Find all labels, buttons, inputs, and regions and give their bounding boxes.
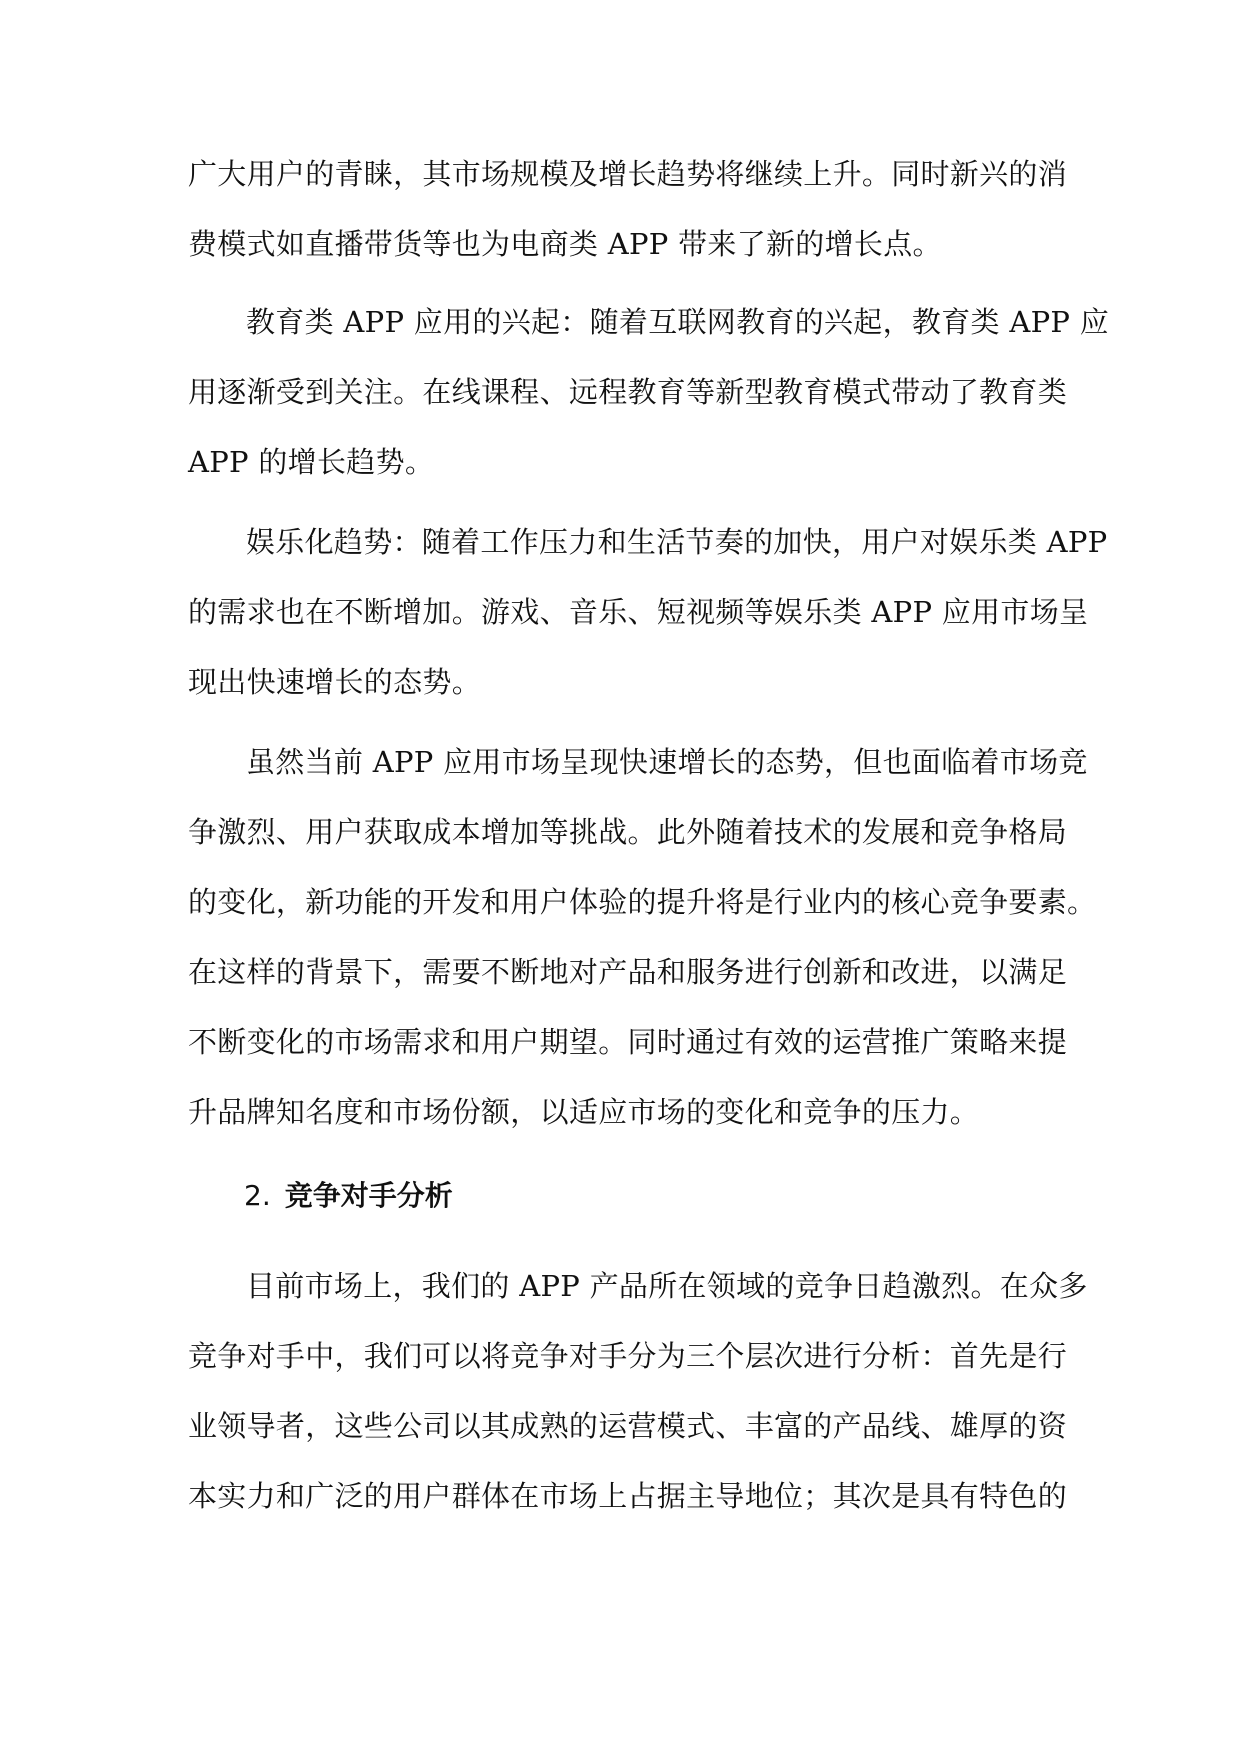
- paragraph-line: 娱乐化趋势：随着工作压力和生活节奏的加快，用户对娱乐类 APP: [246, 525, 1108, 559]
- paragraph-line: 的变化，新功能的开发和用户体验的提升将是行业内的核心竞争要素。: [188, 885, 1097, 919]
- paragraph-line: 本实力和广泛的用户群体在市场上占据主导地位；其次是具有特色的: [188, 1479, 1068, 1513]
- paragraph-line: 现出快速增长的态势。: [188, 665, 482, 699]
- section-heading: [244, 1172, 844, 1220]
- paragraph-line: 目前市场上，我们的 APP 产品所在领域的竞争日趋激烈。在众多: [246, 1269, 1088, 1303]
- paragraph-line: APP 的增长趋势。: [188, 445, 435, 479]
- paragraph-line: 业领导者，这些公司以其成熟的运营模式、丰富的产品线、雄厚的资: [188, 1409, 1068, 1443]
- paragraph-line: 广大用户的青睐，其市场规模及增长趋势将继续上升。同时新兴的消: [188, 157, 1068, 191]
- paragraph-line: 费模式如直播带货等也为电商类 APP 带来了新的增长点。: [188, 227, 942, 261]
- paragraph-line: 虽然当前 APP 应用市场呈现快速增长的态势，但也面临着市场竞: [246, 745, 1088, 779]
- paragraph-line: 争激烈、用户获取成本增加等挑战。此外随着技术的发展和竞争格局: [188, 815, 1068, 849]
- section-title: 竞争对手分析: [284, 1179, 453, 1212]
- paragraph-line: 不断变化的市场需求和用户期望。同时通过有效的运营推广策略来提: [188, 1025, 1068, 1059]
- paragraph-line: 的需求也在不断增加。游戏、音乐、短视频等娱乐类 APP 应用市场呈: [188, 595, 1089, 629]
- paragraph-line: 竞争对手中，我们可以将竞争对手分为三个层次进行分析：首先是行: [188, 1339, 1068, 1373]
- paragraph-line: 升品牌知名度和市场份额，以适应市场的变化和竞争的压力。: [188, 1095, 980, 1129]
- paragraph-line: 教育类 APP 应用的兴起：随着互联网教育的兴起，教育类 APP 应: [246, 305, 1110, 339]
- paragraph-line: 用逐渐受到关注。在线课程、远程教育等新型教育模式带动了教育类: [188, 375, 1068, 409]
- section-number: 2.: [244, 1179, 271, 1212]
- paragraph-line: 在这样的背景下，需要不断地对产品和服务进行创新和改进，以满足: [188, 955, 1068, 989]
